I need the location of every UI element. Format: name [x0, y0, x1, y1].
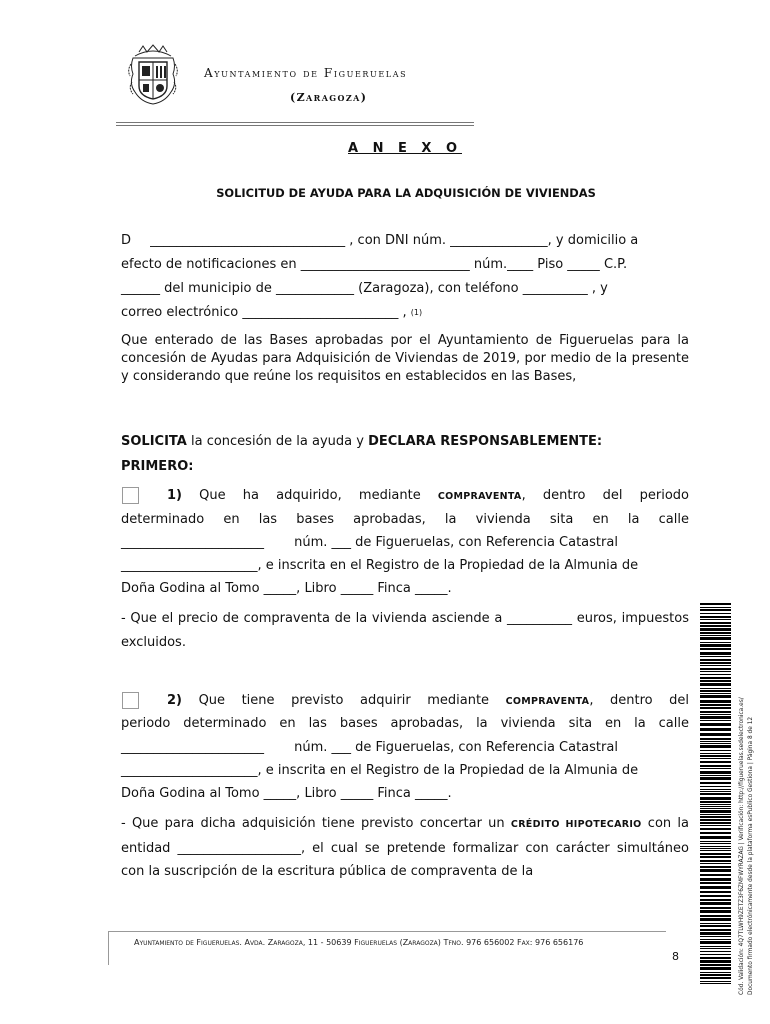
option-1-line-4: _____________________, e inscrita en el Registro de la Propiedad de la Almunia de: [121, 558, 639, 573]
dni-blank[interactable]: _______________: [450, 233, 548, 248]
request-text: la concesión de la ayuda y: [190, 434, 364, 449]
footer-address: Ayuntamiento de Figueruelas. Avda. Zaragoza, 11 - 50639 Figueruelas (Zaragoza) Tfno. 976 656002 Fax: 976 656176: [134, 938, 584, 947]
footnote-reference: (1): [410, 308, 423, 317]
header-divider-secondary: [116, 125, 474, 126]
applicant-line-4: [121, 301, 689, 325]
barcode: [700, 603, 731, 986]
option-1-line-2: determinado en las bases aprobadas, la vivienda sita en la calle: [121, 512, 689, 527]
signature-note: Documento firmado electrónicamente desde la plataforma esPublico Gestiona | Página 8 de 12: [746, 716, 754, 995]
annex-title: A N E X O: [348, 141, 462, 156]
credit-text: - Que para dicha adquisición tiene previsto concertar un: [121, 816, 505, 831]
organization-province: (Zaragoza): [290, 91, 368, 104]
header-divider: [116, 122, 474, 123]
footer-divider: [108, 931, 666, 932]
email-blank[interactable]: ________________________: [242, 305, 399, 320]
option-2-number: 2): [167, 693, 182, 708]
option-1-number: 1): [167, 488, 182, 503]
municipality-label: ______ del municipio de: [121, 281, 272, 296]
option-1-line-5: Doña Godina al Tomo _____, Libro _____ Finca _____.: [121, 581, 452, 596]
email-label: correo electrónico: [121, 305, 239, 320]
organization-name: Ayuntamiento de Figueruelas: [204, 66, 408, 80]
number-floor-postcode-blanks[interactable]: núm.____ Piso _____ C.P.: [473, 257, 628, 272]
address-blank[interactable]: __________________________: [300, 257, 470, 272]
coat-of-arms-logo: [127, 44, 179, 106]
declaration-keyword: DECLARA RESPONSABLEMENTE:: [368, 434, 603, 449]
option-2-credit: [121, 812, 689, 884]
name-blank[interactable]: ______________________________: [150, 233, 346, 248]
section-primero: PRIMERO:: [121, 459, 194, 474]
street-blank[interactable]: ______________________: [121, 740, 264, 755]
option-2-keyword: COMPRAVENTA: [505, 696, 590, 707]
option-1-price: - Que el precio de compraventa de la vivienda asciende a __________ euros, impuestos excluidos.: [121, 611, 689, 650]
line-end: ,: [402, 305, 407, 320]
option-2-text-end: , dentro del: [589, 693, 690, 708]
applicant-prefix: D: [121, 233, 132, 248]
page-number: 8: [672, 950, 679, 963]
cadastral-label: núm. ___ de Figueruelas, con Referencia Catastral: [294, 740, 618, 755]
municipality-blank[interactable]: ____________: [275, 281, 354, 296]
applicant-line-3: [121, 277, 689, 301]
option-2-line-2: periodo determinado en las bases aprobadas, la vivienda sita en la calle: [121, 716, 689, 731]
option-2-line-5: Doña Godina al Tomo _____, Libro _____ Finca _____.: [121, 786, 452, 801]
dni-label: , con DNI núm.: [349, 233, 447, 248]
option-1-keyword: COMPRAVENTA: [437, 491, 522, 502]
option-1-text-end: , dentro del periodo: [521, 488, 689, 503]
option-1-line-1: [167, 484, 689, 509]
option-2-line-3: [121, 736, 689, 760]
address-label: efecto de notificaciones en: [121, 257, 297, 272]
verification-text: [737, 697, 755, 995]
option-2-line-4: _____________________, e inscrita en el Registro de la Propiedad de la Almunia de: [121, 763, 639, 778]
footer-divider-vertical: [108, 931, 109, 965]
line-end: , y: [591, 281, 608, 296]
credit-keyword: CRÉDITO HIPOTECARIO: [510, 819, 642, 830]
phone-blank[interactable]: __________: [522, 281, 588, 296]
option-2-line-1: [167, 689, 689, 714]
domicile-label: , y domicilio a: [547, 233, 639, 248]
verification-code[interactable]: Cód. Validación: 4Q7TLWH9ZETZ3F6ZMFWYRAZAG | Verificación: http://figueruelas.sedelectronica.es/: [737, 697, 745, 995]
option-2-text: Que tiene previsto adquirir mediante: [198, 693, 490, 708]
option-2-checkbox[interactable]: [122, 692, 139, 709]
cadastral-label: núm. ___ de Figueruelas, con Referencia Catastral: [294, 535, 618, 550]
request-keyword: SOLICITA: [121, 434, 187, 449]
credit-text-end: con la entidad ___________________, el cual se pretende formalizar con carácter simultáneo con la suscripción de la escritura pública de compraventa de la: [121, 816, 689, 879]
request-statement: [121, 430, 689, 454]
applicant-line-2: [121, 253, 689, 277]
option-1-text: Que ha adquirido, mediante: [199, 488, 421, 503]
option-1-checkbox[interactable]: [122, 487, 139, 504]
phone-label: (Zaragoza), con teléfono: [358, 281, 519, 296]
street-blank[interactable]: ______________________: [121, 535, 264, 550]
applicant-line-1: [121, 229, 689, 253]
document-title: SOLICITUD DE AYUDA PARA LA ADQUISICIÓN DE VIVIENDAS: [216, 186, 596, 200]
intro-paragraph: Que enterado de las Bases aprobadas por el Ayuntamiento de Figueruelas para la concesión de Ayudas para Adquisición de Viviendas de 2019, por medio de la presente y considerando que reúne los requisitos en establecidos en las Bases,: [121, 333, 689, 384]
option-1-line-3: [121, 531, 689, 555]
